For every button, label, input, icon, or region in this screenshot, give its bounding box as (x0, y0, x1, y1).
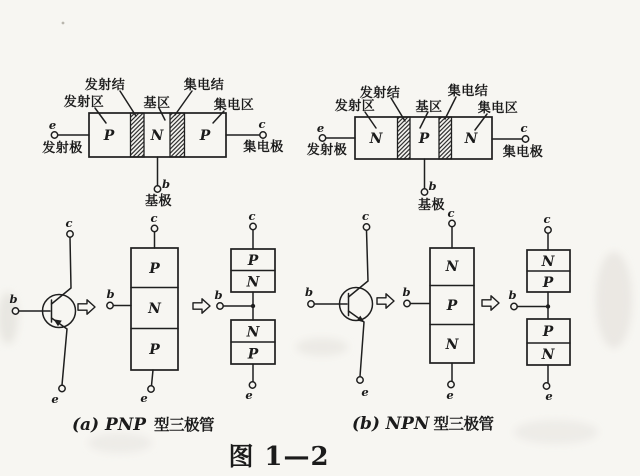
pnp-base-terminal (154, 186, 160, 192)
npn-stack-emitter-terminal (448, 381, 454, 387)
figure-title-prefix: 图 (228, 442, 254, 471)
npn-symbol-base-terminal (308, 301, 314, 307)
pnp-symbol-base-letter: b (9, 292, 18, 306)
pnp-emitter-terminal (51, 132, 57, 138)
npn-stack-region-1: N (445, 259, 459, 275)
npn-emitter-electrode-label: 发射极 (306, 143, 348, 158)
pnp-emitter-letter: e (48, 118, 57, 132)
npn-collector-letter: c (520, 121, 528, 135)
pnp-stack-region-1: P (149, 261, 160, 277)
pnp-base-region-label: 基区 (143, 96, 171, 111)
pnp-base-letter: b (161, 177, 171, 191)
npn-collector-junction-label: 集电结 (447, 84, 489, 99)
npn-base-region-label: 基区 (415, 100, 443, 115)
pnp-diode-base-letter: b (214, 288, 223, 302)
npn-symbol-collector-letter: c (361, 209, 370, 223)
pnp-symbol-emitter-letter: e (51, 392, 59, 406)
npn-diode-collector-terminal (545, 227, 551, 233)
npn-diode-top-region-1: N (541, 254, 555, 270)
pnp-diode-bottom-region-1: N (246, 324, 260, 341)
caption-b-type: NPN (385, 414, 430, 434)
pnp-collector-junction-label: 集电结 (183, 78, 225, 93)
npn-stack-region-3: N (445, 337, 459, 353)
npn-stack-emitter-letter: e (446, 388, 454, 402)
npn-diode-emitter-letter: e (545, 389, 553, 403)
pnp-stack-region-2: N (148, 301, 161, 317)
pnp-stack-emitter-letter: e (140, 391, 148, 405)
npn-diode-base-letter: b (508, 288, 517, 302)
pnp-stack-emitter-terminal (148, 386, 154, 392)
npn-stack-region-2: P (446, 298, 458, 314)
pnp-stack-region-3: P (149, 342, 160, 358)
pnp-emitter-electrode-label: 发射极 (42, 141, 83, 156)
pnp-collector-electrode-label: 集电极 (243, 140, 284, 155)
pnp-symbol-collector-letter: c (65, 216, 73, 230)
npn-symbol-emitter-terminal (357, 377, 363, 383)
pnp-diode-collector-letter: c (248, 209, 256, 223)
npn-region-base: P (418, 131, 430, 147)
pnp-diode-base-terminal (217, 303, 223, 309)
npn-region-collector: N (464, 131, 478, 147)
npn-diode-bottom-region-2: N (541, 347, 555, 363)
pnp-base-electrode-label: 基极 (144, 194, 173, 209)
pnp-symbol-emitter-terminal (59, 385, 65, 391)
pnp-diode-top-region-1: P (247, 253, 259, 269)
pnp-collector-region-label: 集电区 (213, 98, 255, 113)
npn-region-emitter: N (369, 131, 383, 147)
npn-diode-top-region-2: P (542, 275, 554, 291)
npn-diode-bottom-region-1: P (542, 324, 554, 340)
pnp-region-emitter: P (103, 128, 115, 144)
npn-collector-terminal (522, 136, 528, 142)
caption-a-type: PNP (104, 415, 147, 435)
npn-symbol-collector-terminal (363, 224, 369, 230)
npn-emitter-terminal (319, 135, 325, 141)
npn-diode-base-terminal (511, 303, 517, 309)
caption-b-index: (b) (352, 414, 380, 434)
caption-b-text: 型三极管 (433, 415, 494, 433)
pnp-diode-bottom-region-2: P (247, 346, 259, 363)
npn-stack-base-terminal (404, 300, 410, 306)
npn-collector-region-label: 集电区 (477, 101, 519, 116)
pnp-stack-base-terminal (107, 302, 113, 308)
pnp-collector-letter: c (258, 117, 266, 131)
npn-base-letter: b (428, 179, 437, 193)
npn-emitter-junction-hatch (398, 117, 411, 159)
npn-collector-electrode-label: 集电极 (502, 145, 544, 160)
pnp-diode-emitter-letter: e (245, 388, 253, 402)
caption-a-index: (a) (71, 415, 100, 435)
npn-stack-base-letter: b (402, 285, 411, 299)
pnp-stack-base-letter: b (106, 287, 115, 301)
pnp-diode-top-region-2: N (246, 274, 260, 291)
pnp-emitter-region-label: 发射区 (63, 95, 105, 110)
npn-emitter-region-label: 发射区 (334, 99, 376, 114)
pnp-emitter-junction-hatch (131, 113, 145, 157)
pnp-region-base: N (150, 128, 164, 144)
pnp-emitter-junction-label: 发射结 (84, 78, 126, 93)
paper-speck (62, 22, 65, 25)
pnp-diode-collector-terminal (250, 223, 256, 229)
npn-emitter-junction-label: 发射结 (359, 86, 401, 101)
npn-symbol-base-letter: b (304, 285, 314, 299)
pnp-collector-junction-hatch (170, 113, 185, 157)
npn-stack-collector-letter: c (447, 206, 455, 220)
npn-base-electrode-label: 基极 (417, 198, 446, 213)
npn-diode-collector-letter: c (543, 212, 551, 226)
pnp-symbol-collector-terminal (67, 231, 73, 237)
pnp-symbol-base-terminal (12, 308, 18, 314)
pnp-stack-collector-letter: c (150, 211, 158, 225)
npn-base-terminal (421, 189, 427, 195)
caption-a-text: 型三极管 (153, 416, 215, 434)
figure-title-number: 1—2 (264, 442, 330, 472)
pnp-stack-collector-terminal (151, 225, 157, 231)
npn-emitter-letter: e (316, 121, 325, 135)
pnp-region-collector: P (199, 128, 211, 144)
npn-symbol-emitter-letter: e (361, 385, 369, 399)
npn-stack-collector-terminal (449, 220, 455, 226)
pnp-collector-terminal (260, 132, 266, 138)
npn-collector-junction-hatch (439, 117, 452, 159)
